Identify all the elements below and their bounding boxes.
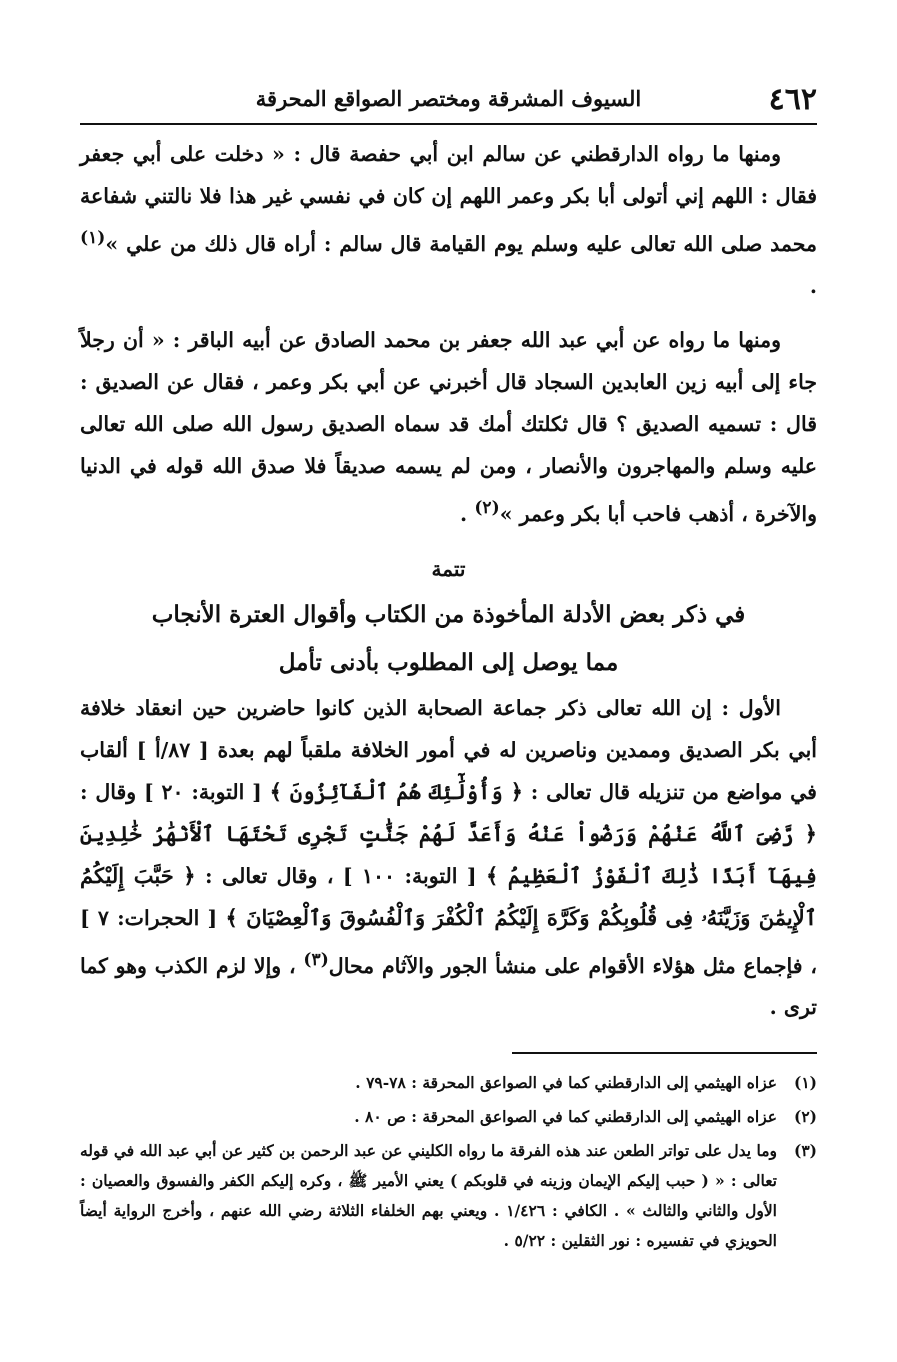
paragraph-3 — [80, 687, 817, 1029]
footnote-3 — [80, 1136, 817, 1256]
section-heading-tatimma: تتمة — [431, 556, 466, 581]
paragraph-3-part-e: ، وإلا لزم الكذب وهو كما ترى . — [80, 953, 817, 1020]
paragraph-3-part-b: [ التوبة: ٢٠ ] وقال : — [80, 779, 270, 804]
paragraph-2-end: . — [460, 501, 475, 526]
footnote-text: وما يدل على تواتر الطعن عند هذه الفرقة ما رواه الكليني عن عبد الرحمن بن كثير عن أبي عبد الله في قوله تعالى : « ( حبب إليكم الإيمان وزينه في قلوبكم ) يعني الأمير ﷺ ، وكره إليكم الكفر والفسوق والعصيان : الأول والثاني والثالث » . الكافي : ١/٤٢٦ . ويعني بهم الخلفاء الثلاثة رضي الله عنهم ، وأخرج الرواية أيضاً الحويزي في تفسيره : نور الثقلين : ٥/٢٢ . — [80, 1141, 777, 1250]
paragraph-3-part-a: الأول : إن الله تعالى ذكر جماعة الصحابة الذين كانوا حاضرين حين انعقاد خلافة أبي بكر الصديق وممدين وناصرين له في أمور الخلافة ملقباً لهم بعدة [ ٨٧/أ ] ألقاب في مواضع من تنزيله قال تعالى : — [80, 695, 818, 804]
footnote-ref-2: (٢) — [474, 497, 500, 518]
quran-verse-2: ﴿ رَّضِىَ ٱللَّهُ عَنْهُمْ وَرَضُواْ عَنْهُ وَأَعَدَّ لَهُمْ جَنَّٰتٍ تَجْرِى تَحْتَهَا ٱلْأَنْهَٰرُ خَٰلِدِينَ فِيهَآ أَبَدًا ذَٰلِكَ ٱلْفَوْزُ ٱلْعَظِيمُ ﴾ — [80, 820, 817, 888]
section-heading-line-1: في ذكر بعض الأدلة المأخوذة من الكتاب وأقوال العترة الأنجاب — [151, 600, 746, 628]
footnotes — [80, 1068, 817, 1260]
section-heading-line-2: مما يوصل إلى المطلوب بأدنى تأمل — [278, 648, 619, 676]
footnote-ref-3: (٣) — [303, 949, 329, 970]
quran-verse-3: ﴿ حَبَّبَ إِلَيْكُمُ ٱلْإِيمَٰنَ وَزَيَّنَهُۥ فِى قُلُوبِكُمْ وَكَرَّهَ إِلَيْكُمُ ٱلْكُفْرَ وَٱلْفُسُوقَ وَٱلْعِصْيَانَ ﴾ — [80, 862, 818, 930]
footnote-ref-1: (١) — [80, 228, 106, 248]
paragraph-3-part-d: [ الحجرات: ٧ ] ، فإجماع مثل هؤلاء الأقوام على منشأ الجور والآثام محال — [80, 905, 817, 978]
footnote-1 — [80, 1068, 817, 1098]
paragraph-2-text: ومنها ما رواه عن أبي عبد الله جعفر بن محمد الصادق عن أبيه الباقر : « أن رجلاً جاء إلى أبيه زين العابدين السجاد قال أخبرني عن أبي بكر وعمر ، فقال عن الصديق : قال : تسميه الصديق ؟ قال ثكلتك أمك قد سماه الصديق رسول الله صلى الله تعالى عليه وسلم والمهاجرون والأنصار ، ومن لم يسمه صديقاً فلا صدق الله قوله في الدنيا والآخرة ، أذهب فاحب أبا بكر وعمر » — [80, 327, 817, 526]
paragraph-1-end: . — [809, 273, 817, 298]
page-number: ٤٦٢ — [768, 82, 817, 117]
paragraph-1 — [80, 133, 817, 307]
header-rule — [80, 123, 817, 125]
running-title: السيوف المشرقة ومختصر الصواقع المحرقة — [255, 86, 642, 111]
page-header — [80, 78, 817, 118]
footnote-number: (١) — [793, 1073, 817, 1092]
quran-verse-1: ﴿ وَأُوْلَٰٓئِكَ هُمُ ٱلْفَآئِزُونَ ﴾ — [269, 778, 523, 804]
footnote-number: (٣) — [793, 1141, 817, 1160]
footnote-text: عزاه الهيثمي إلى الدارقطني كما في الصواعق المحرقة : ٧٨-٧٩ . — [355, 1073, 777, 1092]
footnote-2 — [80, 1102, 817, 1132]
paragraph-3-part-c: [ التوبة: ١٠٠ ] ، وقال تعالى : — [195, 863, 486, 888]
paragraph-1-text: ومنها ما رواه الدارقطني عن سالم ابن أبي حفصة قال : « دخلت على أبي جعفر فقال : اللهم إني أتولى أبا بكر وعمر اللهم إن كان في نفسي غير هذا فلا نالتني شفاعة محمد صلى الله تعالى عليه وسلم يوم القيامة قال سالم : أراه قال ذلك من علي » — [80, 142, 817, 256]
paragraph-2 — [80, 319, 817, 535]
footnote-rule — [512, 1052, 817, 1054]
footnote-text: عزاه الهيثمي إلى الدارقطني كما في الصواعق المحرقة : ص ٨٠ . — [354, 1107, 777, 1126]
footnote-number: (٢) — [793, 1107, 817, 1126]
body-text — [80, 133, 817, 1040]
